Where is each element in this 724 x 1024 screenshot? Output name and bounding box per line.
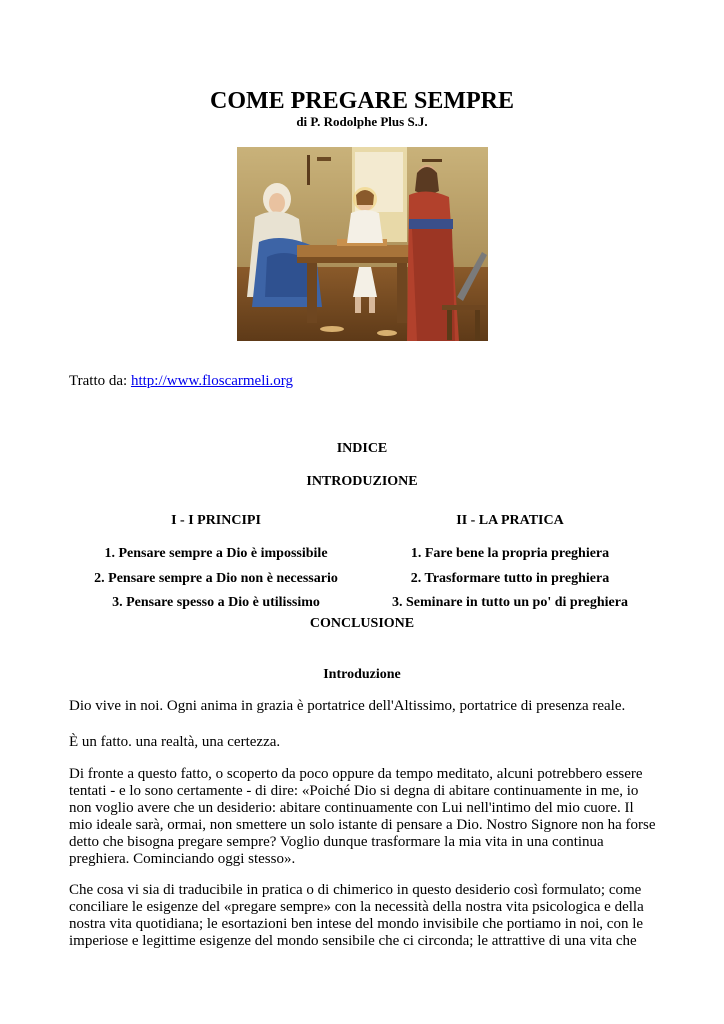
part2-title: II - LA PRATICA	[456, 513, 564, 528]
part1-item: 3. Pensare spesso a Dio è utilissimo	[112, 595, 320, 610]
part1-title: I - I PRINCIPI	[171, 513, 261, 528]
index-introduction: INTRODUZIONE	[306, 474, 418, 489]
holy-family-painting	[237, 147, 488, 341]
source-line	[69, 372, 293, 390]
source-label: Tratto da:	[69, 373, 131, 389]
holy-family-illustration	[237, 147, 488, 341]
intro-paragraph	[69, 882, 657, 950]
intro-heading: Introduzione	[323, 667, 401, 682]
document-title: COME PREGARE SEMPRE	[209, 88, 514, 114]
paragraph-text: Di fronte a questo fatto, o scoperto da poco oppure da tempo meditato, alcuni potrebbero essere tentati - e lo sono certamente - di dire: «Poiché Dio si degna di abitare continuamente in me, io non voglio avere che un desiderio: abitare continuamente con Lui nell'intimo del mio cuore. Il mio ideale sarà, ormai, non smettere un solo istante di pensare a Dio. Nostro Signore non ha forse detto che bisogna pregare sempre? Voglio dunque trasformare la mia vita in una continua preghiera. Cominciando oggi stesso».	[69, 766, 656, 867]
index-heading: INDICE	[336, 441, 388, 456]
part2-item: 3. Seminare in tutto un po' di preghiera	[392, 595, 628, 610]
intro-paragraph	[69, 698, 657, 715]
source-link[interactable]: http://www.floscarmeli.org	[130, 373, 294, 389]
part1-item: 2. Pensare sempre a Dio non è necessario	[94, 571, 338, 586]
intro-paragraph	[69, 734, 657, 751]
document-author: di P. Rodolphe Plus S.J.	[296, 114, 428, 129]
part2-item: 1. Fare bene la propria preghiera	[410, 546, 610, 561]
part1-item: 1. Pensare sempre a Dio è impossibile	[104, 546, 328, 561]
paragraph-text: Dio vive in noi. Ogni anima in grazia è portatrice dell'Altissimo, portatrice di presenza reale.	[69, 698, 626, 714]
part2-item: 2. Trasformare tutto in preghiera	[410, 571, 610, 586]
paragraph-text: Che cosa vi sia di traducibile in pratica o di chimerico in questo desiderio così formulato; come conciliare le esigenze del «pregare sempre» con la necessità della nostra vita psicologica e della nostra vita quotidiana; le esortazioni ben intese del mondo invisibile che portiamo in noi, con le imperiose e legittime esigenze del mondo sensibile che ci circonda; le attrattive di una vita che	[69, 882, 644, 949]
intro-paragraph	[69, 766, 657, 868]
paragraph-text: È un fatto. una realtà, una certezza.	[69, 734, 281, 750]
index-conclusion: CONCLUSIONE	[309, 616, 415, 631]
